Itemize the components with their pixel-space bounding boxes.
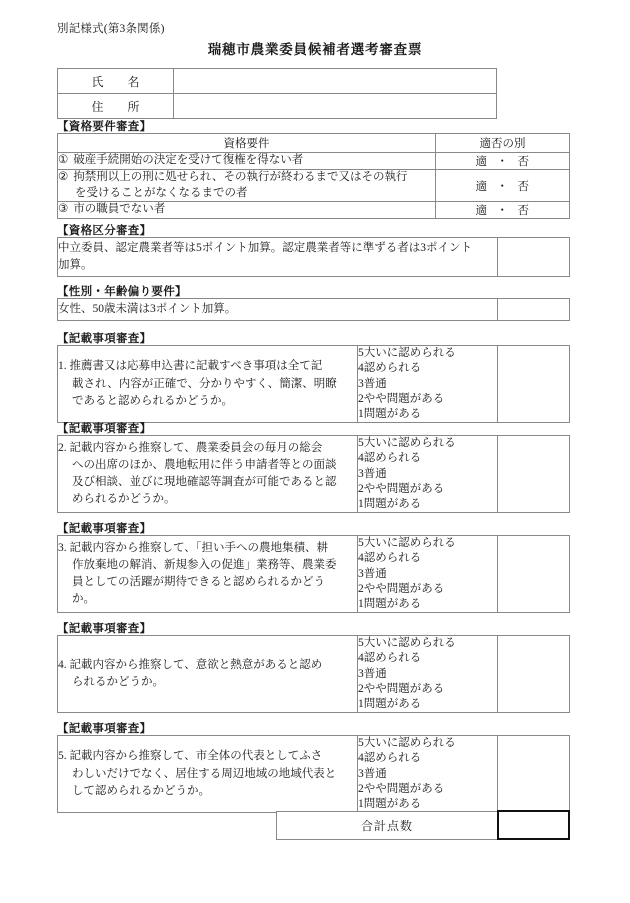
- table-row: [58, 436, 570, 513]
- demographic-rule-text: 女性、50歳未満は3ポイント加算。: [58, 299, 498, 321]
- requirement-number-1: ①: [58, 154, 69, 167]
- scale-option-4-item1[interactable]: 4認められる: [358, 362, 422, 375]
- eval-question-5-text1: 記載内容から推察して、市全体の代表としてふさ: [69, 750, 323, 763]
- table-row: [58, 94, 497, 119]
- address-label: 住 所: [58, 94, 174, 119]
- requirement-cell-1: [58, 153, 436, 170]
- table-row: [58, 170, 570, 202]
- judgement-fail-3[interactable]: 否: [517, 205, 530, 218]
- eval-caption-1: 【記載事項審査】: [57, 333, 152, 345]
- eval-item-table-3: [57, 535, 570, 613]
- demographic-rule-table: [57, 298, 570, 321]
- column-header-requirement: 資格要件: [58, 134, 436, 153]
- total-score-label: 合計点数: [277, 811, 499, 839]
- table-row: [58, 636, 570, 713]
- total-score-table: [276, 810, 570, 840]
- eval-question-5-line3: して認められるかどうか。: [72, 784, 210, 797]
- table-header-row: [58, 134, 570, 153]
- requirement-text-2: 拘禁刑以上の刑に処せられ、その執行が終わるまで又はその執行: [73, 171, 408, 183]
- scale-option-2-item3[interactable]: 2やや問題がある: [358, 582, 445, 595]
- demographic-rule-score-field[interactable]: [498, 299, 570, 321]
- eval-question-1: [58, 346, 358, 423]
- eval-item-table-5: [57, 735, 570, 813]
- eval-question-4: [58, 636, 358, 713]
- judgement-separator-3: ・: [496, 205, 509, 218]
- scale-option-2-item2[interactable]: 2やや問題がある: [358, 482, 445, 495]
- identity-table: [57, 68, 497, 119]
- table-row: [58, 69, 497, 94]
- requirement-text-3: 市の職員でない者: [73, 203, 166, 216]
- eval-number-3: 3.: [58, 541, 67, 554]
- scale-option-1-item1[interactable]: 1問題がある: [358, 408, 422, 421]
- category-rule-caption: 【資格区分審査】: [57, 225, 152, 237]
- eval-score-field-3[interactable]: [498, 536, 570, 613]
- eval-caption-2: 【記載事項審査】: [57, 423, 152, 435]
- eval-question-2-line4: められるかどうか。: [72, 493, 176, 506]
- requirement-number-2: ②: [58, 171, 69, 183]
- table-row: [58, 536, 570, 613]
- form-code: 別記様式(第3条関係): [57, 23, 165, 35]
- judgement-pass-1[interactable]: 適: [475, 156, 488, 168]
- scale-option-5-item2[interactable]: 5大いに認められる: [358, 437, 456, 449]
- eval-question-1-line3: であると認められるかどうか。: [72, 394, 233, 407]
- eval-question-5-line1: [58, 748, 357, 765]
- judgement-pass-3[interactable]: 適: [475, 205, 488, 218]
- scale-option-2-item5[interactable]: 2やや問題がある: [358, 782, 445, 795]
- judgement-separator-2: ・: [496, 180, 509, 193]
- requirement-number-3: ③: [58, 203, 69, 216]
- scale-option-5-item1[interactable]: 5大いに認められる: [358, 347, 456, 359]
- eval-item-table-4: [57, 635, 570, 713]
- scale-option-5-item4[interactable]: 5大いに認められる: [358, 637, 456, 649]
- eval-question-2-line3: 及び相談、並びに現地確認等調査が可能であると認: [72, 476, 337, 489]
- eval-question-3-line4: か。: [72, 593, 95, 606]
- eval-question-3-line1: [58, 540, 357, 557]
- judgement-fail-1[interactable]: 否: [517, 156, 530, 168]
- scale-option-3-item3[interactable]: 3普通: [358, 567, 387, 580]
- eval-question-2-line1: [58, 440, 357, 457]
- eval-item-table-2: [57, 435, 570, 513]
- scale-option-1-item4[interactable]: 1問題がある: [358, 698, 422, 711]
- eval-scale-1[interactable]: [358, 346, 498, 423]
- demographic-rule-caption: 【性別・年齢偏り要件】: [57, 286, 187, 298]
- table-row: [58, 238, 570, 277]
- qualification-table: [57, 133, 570, 219]
- scale-option-3-item4[interactable]: 3普通: [358, 667, 387, 680]
- eval-number-2: 2.: [58, 441, 67, 454]
- eval-score-field-2[interactable]: [498, 436, 570, 513]
- table-row: [58, 153, 570, 170]
- eval-question-4-text1: 記載内容から推察して、意欲と熱意があると認め: [69, 658, 323, 671]
- judgement-cell-2[interactable]: [436, 170, 570, 202]
- eval-number-4: 4.: [58, 658, 67, 671]
- scale-option-5-item5[interactable]: 5大いに認められる: [358, 737, 456, 749]
- scale-option-1-item2[interactable]: 1問題がある: [358, 498, 422, 511]
- eval-scale-3[interactable]: [358, 536, 498, 613]
- eval-caption-3: 【記載事項審査】: [57, 523, 152, 535]
- scale-option-1-item3[interactable]: 1問題がある: [358, 598, 422, 611]
- judgement-cell-3[interactable]: [436, 202, 570, 219]
- eval-question-3-line2: 作放棄地の解消、新規参入の促進」業務等、農業委: [72, 558, 337, 571]
- requirement-text-2-cont: を受けることがなくなるまでの者: [75, 186, 248, 199]
- eval-question-3-text1: 記載内容から推察して、「担い手への農地集積、耕: [69, 541, 329, 554]
- eval-caption-5: 【記載事項審査】: [57, 723, 152, 735]
- eval-number-1: 1.: [58, 360, 67, 373]
- eval-scale-5[interactable]: [358, 736, 498, 813]
- scale-option-4-item5[interactable]: 4認められる: [358, 752, 422, 765]
- eval-score-field-1[interactable]: [498, 346, 570, 423]
- scale-option-4-item2[interactable]: 4認められる: [358, 452, 422, 465]
- eval-question-2: [58, 436, 358, 513]
- judgement-fail-2[interactable]: 否: [517, 180, 530, 193]
- eval-scale-2[interactable]: [358, 436, 498, 513]
- scale-option-4-item3[interactable]: 4認められる: [358, 552, 422, 565]
- eval-question-4-line1: [58, 657, 357, 674]
- category-rule-score-field[interactable]: [498, 238, 570, 277]
- eval-question-1-text1: 推薦書又は応募申込書に記載すべき事項は全て記: [69, 360, 323, 373]
- scale-option-3-item2[interactable]: 3普通: [358, 467, 387, 480]
- total-score-field[interactable]: [498, 811, 569, 839]
- requirement-cell-3: [58, 202, 436, 219]
- scale-option-2-item4[interactable]: 2やや問題がある: [358, 682, 445, 695]
- judgement-pass-2[interactable]: 適: [475, 180, 488, 193]
- scale-option-1-item5[interactable]: 1問題がある: [358, 798, 422, 811]
- page-title: 瑞穂市農業委員候補者選考審査票: [207, 42, 423, 57]
- table-row: [58, 202, 570, 219]
- column-header-judgement: 適否の別: [436, 134, 570, 153]
- table-row: [58, 299, 570, 321]
- eval-score-field-5[interactable]: [498, 736, 570, 813]
- name-field[interactable]: [174, 69, 497, 94]
- eval-item-table-1: [57, 345, 570, 423]
- category-rule-table: [57, 237, 570, 277]
- scale-option-3-item5[interactable]: 3普通: [358, 767, 387, 780]
- eval-question-4-line2: られるかどうか。: [72, 676, 164, 689]
- name-label: 氏 名: [58, 69, 174, 94]
- category-rule-line2: 加算。: [58, 259, 93, 271]
- address-field[interactable]: [174, 94, 497, 119]
- category-rule-text: [58, 238, 498, 277]
- scale-option-5-item3[interactable]: 5大いに認められる: [358, 537, 456, 549]
- eval-question-2-text1: 記載内容から推察して、農業委員会の毎月の総会: [69, 441, 323, 454]
- qualification-caption: 【資格要件審査】: [57, 121, 152, 133]
- eval-question-2-line2: への出席のほか、農地転用に伴う申請者等との面談: [72, 458, 337, 471]
- table-row: [277, 811, 570, 839]
- judgement-separator-1: ・: [496, 156, 509, 168]
- table-row: [58, 346, 570, 423]
- scale-option-3-item1[interactable]: 3普通: [358, 377, 387, 390]
- scale-option-2-item1[interactable]: 2やや問題がある: [358, 392, 445, 405]
- scale-option-4-item4[interactable]: 4認められる: [358, 652, 422, 665]
- table-row: [58, 736, 570, 813]
- eval-question-1-line2: 載され、内容が正確で、分かりやすく、簡潔、明瞭: [72, 377, 337, 390]
- requirement-text-1: 破産手続開始の決定を受けて復権を得ない者: [73, 154, 304, 167]
- eval-question-5: [58, 736, 358, 813]
- eval-question-3: [58, 536, 358, 613]
- category-rule-line1: 中立委員、認定農業者等は5ポイント加算。認定農業者等に準ずる者は3ポイント: [58, 242, 472, 255]
- judgement-cell-1[interactable]: [436, 153, 570, 170]
- eval-caption-4: 【記載事項審査】: [57, 623, 152, 635]
- eval-question-5-line2: わしいだけでなく、居住する周辺地域の地域代表と: [72, 767, 337, 780]
- eval-scale-4[interactable]: [358, 636, 498, 713]
- requirement-cell-2: [58, 170, 436, 202]
- eval-score-field-4[interactable]: [498, 636, 570, 713]
- eval-number-5: 5.: [58, 750, 67, 763]
- eval-question-3-line3: 員としての活躍が期待できると認められるかどう: [72, 576, 325, 589]
- eval-question-1-line1: [58, 358, 357, 375]
